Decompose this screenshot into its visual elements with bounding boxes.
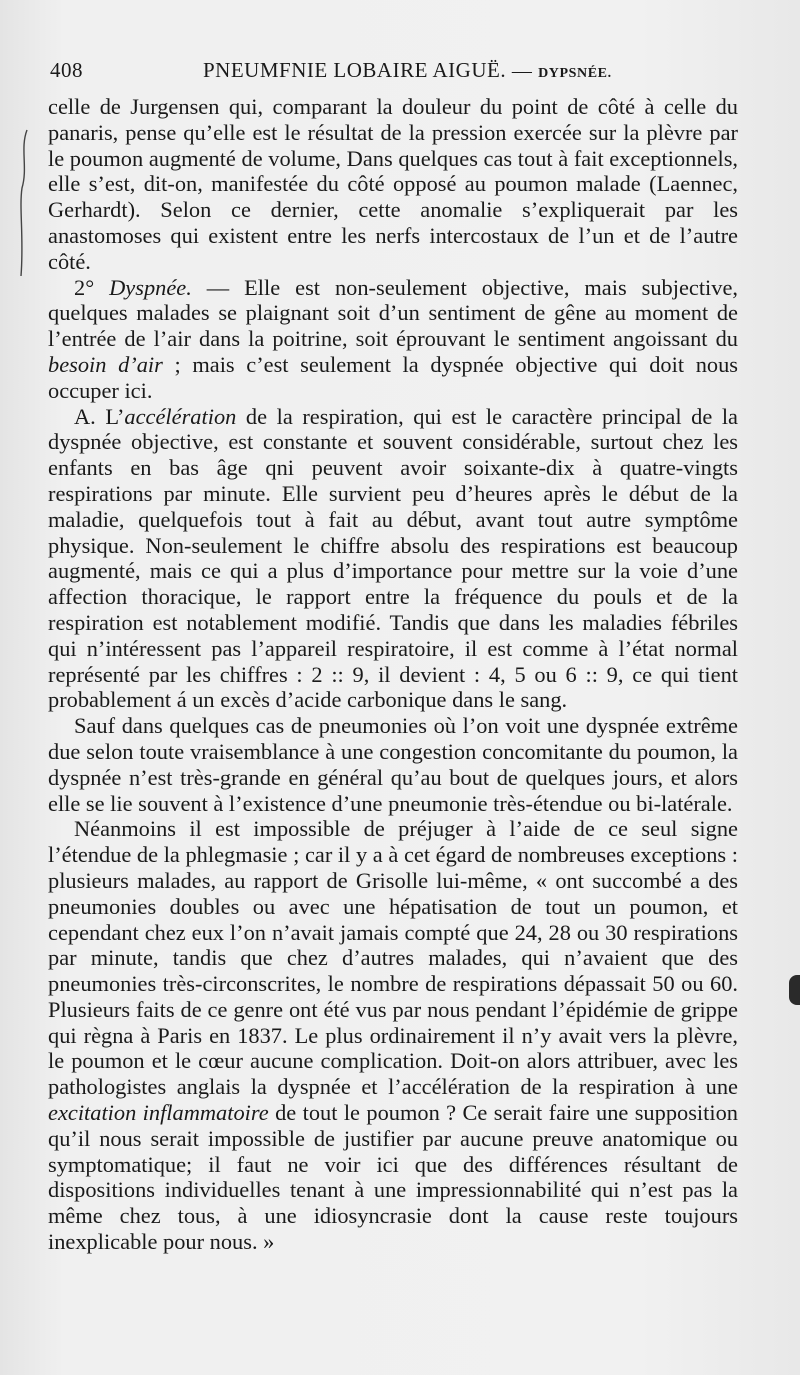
chapter-title: PNEUMFNIE LOBAIRE AIGUË. [203, 58, 507, 82]
paragraph-3-text: de la respiration, qui est le caractère principal de la dyspnée objective, est constante et souvent considérable, surtout chez les enfants en bas âge qni peuvent avoir soixante-dix à quatre-vingts respirations par minute. Elle survient peu d’heures après le début de la maladie, quelquefois tout à fait au début, avant tout autre symptôme physique. Non-seulement le chiffre absolu des respirations est beaucoup augmenté, mais ce qui a plus d’importance pour mettre sur la voie d’une affection thoracique, le rapport entre la fréquence du pouls et de la respiration est notablement modifié. Tandis que dans les maladies fébriles qui n’intéressent pas l’appareil respiratoire, il est comme à l’état normal représenté par les chiffres : 2 :: 9, il devient : 4, 5 ou 6 :: 9, ce qui tient probablement á un excès d’acide carbonique dans le sang. [48, 403, 738, 713]
header-dash: — [511, 60, 533, 82]
page-edge-mark [789, 975, 800, 1005]
body-text [48, 94, 738, 1255]
paragraph-2-italic: besoin d’air [48, 351, 163, 377]
section-title: DYPSNÉE. [538, 66, 612, 81]
section-heading: Dyspnée. [109, 274, 192, 300]
running-header [50, 58, 740, 86]
subsection-heading: accélération [124, 403, 237, 429]
section-number: 2° [74, 274, 110, 300]
page-number: 408 [50, 58, 83, 82]
paragraph-5-text-a: Néanmoins il est impossible de préjuger à l’aide de ce seul signe l’étendue de la phlegmasie ; car il y a à cet égard de nombreuses exceptions : plusieurs malades, au rapport de Grisolle lui-même, « ont succombé a des pneumonies doubles ou avec une hépatisation de tout un poumon, et cependant chez eux l’on n’avait jamais compté que 24, 28 ou 30 respirations par minute, tandis que chez d’autres malades, qui n’avaient que des pneumonies très-circonscrites, le nombre de respirations dépassait 50 ou 60. Plusieurs faits de ce genre ont été vus par nous pendant l’épidémie de grippe qui règna à Paris en 1837. Le plus ordinairement il n’y avait vers la plèvre, le poumon et le cœur aucune complication. Doit-on alors attribuer, avec les pathologistes anglais la dyspnée et l’accélération de la respiration à une [48, 816, 738, 1100]
paragraph-3-acceleration [48, 404, 738, 714]
subsection-label: A. L’ [74, 403, 125, 429]
paragraph-2-text-a: — Elle est non-seulement objective, mais subjective, quelques malades se plaignant soit d’un sentiment de gêne au moment de l’entrée de l’air dans la poitrine, soit éprouvant le sentiment angoissant du [48, 274, 738, 352]
paragraph-5-quotation [48, 816, 738, 1255]
paragraph-2-text-c: ; mais c’est seulement la dyspnée objective qui doit nous occuper ici. [48, 351, 738, 403]
paragraph-4: Sauf dans quelques cas de pneumonies où l’on voit une dyspnée extrême due selon toute vraisemblance à une congestion concomitante du poumon, la dyspnée n’est très-grande en général qu’au bout de quelques jours, et alors elle se lie souvent à l’existence d’une pneumonie très-étendue ou bi-latérale. [48, 713, 738, 816]
margin-pencil-mark [18, 128, 30, 278]
paragraph-2-dyspnee [48, 275, 738, 404]
paragraph-5-text-c: de tout le poumon ? Ce serait faire une supposition qu’il nous serait impossible de justifier par aucune preuve anatomique ou symptomatique; il faut ne voir ici que des différences résultant de dispositions individuelles tenant à une impressionnabilité qui n’est pas la même chez tous, à une idiosyncrasie dont la cause reste toujours inexplicable pour nous. » [48, 1100, 738, 1255]
paragraph-5-italic: excitation inflammatoire [48, 1100, 269, 1126]
paragraph-1: celle de Jurgensen qui, comparant la douleur du point de côté à celle du panaris, pense qu’elle est le résultat de la pression exercée sur la plèvre par le poumon augmenté de volume, Dans quelques cas tout à fait exceptionnels, elle s’est, dit-on, manifestée du côté opposé au poumon malade (Laennec, Gerhardt). Selon ce dernier, cette anomalie s’expliquerait par les anastomoses qui existent entre les nerfs intercostaux de l’un et de l’autre côté. [48, 94, 738, 274]
running-title [203, 58, 612, 83]
